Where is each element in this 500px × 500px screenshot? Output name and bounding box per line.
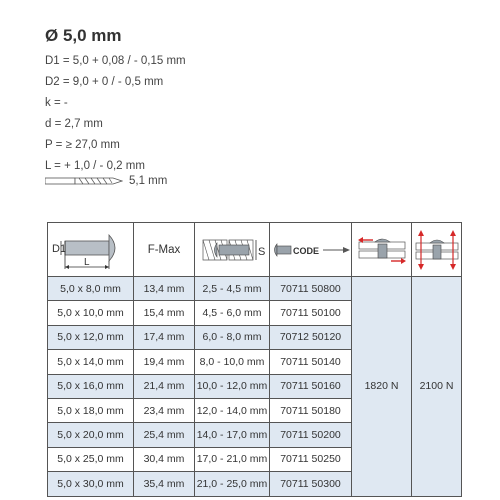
cell-code: 70711 50160 bbox=[270, 374, 352, 398]
rivet-code-icon bbox=[271, 235, 351, 265]
table-row bbox=[48, 277, 462, 301]
l-label: L bbox=[83, 256, 90, 268]
shear-force-icon bbox=[353, 230, 411, 270]
cell-fmax: 25,4 mm bbox=[134, 423, 195, 447]
cell-grip: 21,0 - 25,0 mm bbox=[195, 472, 270, 496]
header-dimensions bbox=[48, 223, 134, 277]
cell-code: 70711 50300 bbox=[270, 472, 352, 496]
spec-d: d = 2,7 mm bbox=[45, 118, 103, 130]
drill-size-row bbox=[45, 173, 167, 189]
cell-grip: 2,5 - 4,5 mm bbox=[195, 277, 270, 301]
rivet-dimension-icon bbox=[49, 225, 133, 275]
cell-code: 70711 50100 bbox=[270, 301, 352, 325]
cell-fmax: 17,4 mm bbox=[134, 325, 195, 349]
cell-fmax: 19,4 mm bbox=[134, 350, 195, 374]
d1-label: D1 bbox=[51, 242, 66, 255]
header-code bbox=[270, 223, 352, 277]
spec-l: L = + 1,0 / - 0,2 mm bbox=[45, 160, 145, 172]
cell-fmax: 21,4 mm bbox=[134, 374, 195, 398]
spec-d2: D2 = 9,0 + 0 / - 0,5 mm bbox=[45, 76, 164, 88]
cell-size: 5,0 x 8,0 mm bbox=[48, 277, 134, 301]
cell-grip: 8,0 - 10,0 mm bbox=[195, 350, 270, 374]
cell-size: 5,0 x 20,0 mm bbox=[48, 423, 134, 447]
grip-range-icon bbox=[197, 230, 267, 270]
cell-tensile-strength: 2100 N bbox=[412, 277, 462, 497]
cell-size: 5,0 x 10,0 mm bbox=[48, 301, 134, 325]
spec-p: P = ≥ 27,0 mm bbox=[45, 139, 120, 151]
cell-grip: 4,5 - 6,0 mm bbox=[195, 301, 270, 325]
header-tensile bbox=[412, 223, 462, 277]
cell-grip: 14,0 - 17,0 mm bbox=[195, 423, 270, 447]
drill-bit-icon bbox=[45, 176, 123, 186]
cell-shear-strength: 1820 N bbox=[352, 277, 412, 497]
cell-fmax: 30,4 mm bbox=[134, 447, 195, 471]
code-label: CODE bbox=[292, 245, 319, 256]
rivet-spec-table bbox=[47, 222, 462, 497]
cell-code: 70711 50200 bbox=[270, 423, 352, 447]
cell-fmax: 13,4 mm bbox=[134, 277, 195, 301]
drill-size-label: 5,1 mm bbox=[129, 175, 168, 187]
header-fmax bbox=[134, 223, 195, 277]
header-grip-range bbox=[195, 223, 270, 277]
table-header-row bbox=[48, 223, 462, 277]
cell-grip: 6,0 - 8,0 mm bbox=[195, 325, 270, 349]
fmax-label: F-Max bbox=[147, 243, 181, 256]
cell-grip: 10,0 - 12,0 mm bbox=[195, 374, 270, 398]
cell-fmax: 35,4 mm bbox=[134, 472, 195, 496]
cell-code: 70711 50800 bbox=[270, 277, 352, 301]
spec-k: k = - bbox=[45, 97, 68, 109]
spec-d1: D1 = 5,0 + 0,08 / - 0,15 mm bbox=[45, 55, 186, 67]
cell-grip: 17,0 - 21,0 mm bbox=[195, 447, 270, 471]
cell-fmax: 23,4 mm bbox=[134, 398, 195, 422]
cell-fmax: 15,4 mm bbox=[134, 301, 195, 325]
cell-size: 5,0 x 12,0 mm bbox=[48, 325, 134, 349]
cell-size: 5,0 x 18,0 mm bbox=[48, 398, 134, 422]
tensile-force-icon bbox=[413, 228, 461, 272]
cell-size: 5,0 x 16,0 mm bbox=[48, 374, 134, 398]
cell-size: 5,0 x 14,0 mm bbox=[48, 350, 134, 374]
cell-size: 5,0 x 30,0 mm bbox=[48, 472, 134, 496]
cell-code: 70711 50180 bbox=[270, 398, 352, 422]
s-label: S bbox=[258, 245, 266, 258]
cell-size: 5,0 x 25,0 mm bbox=[48, 447, 134, 471]
page-title: Ø 5,0 mm bbox=[45, 26, 122, 45]
cell-code: 70711 50250 bbox=[270, 447, 352, 471]
cell-code: 70711 50140 bbox=[270, 350, 352, 374]
header-shear bbox=[352, 223, 412, 277]
cell-code: 70712 50120 bbox=[270, 325, 352, 349]
cell-grip: 12,0 - 14,0 mm bbox=[195, 398, 270, 422]
